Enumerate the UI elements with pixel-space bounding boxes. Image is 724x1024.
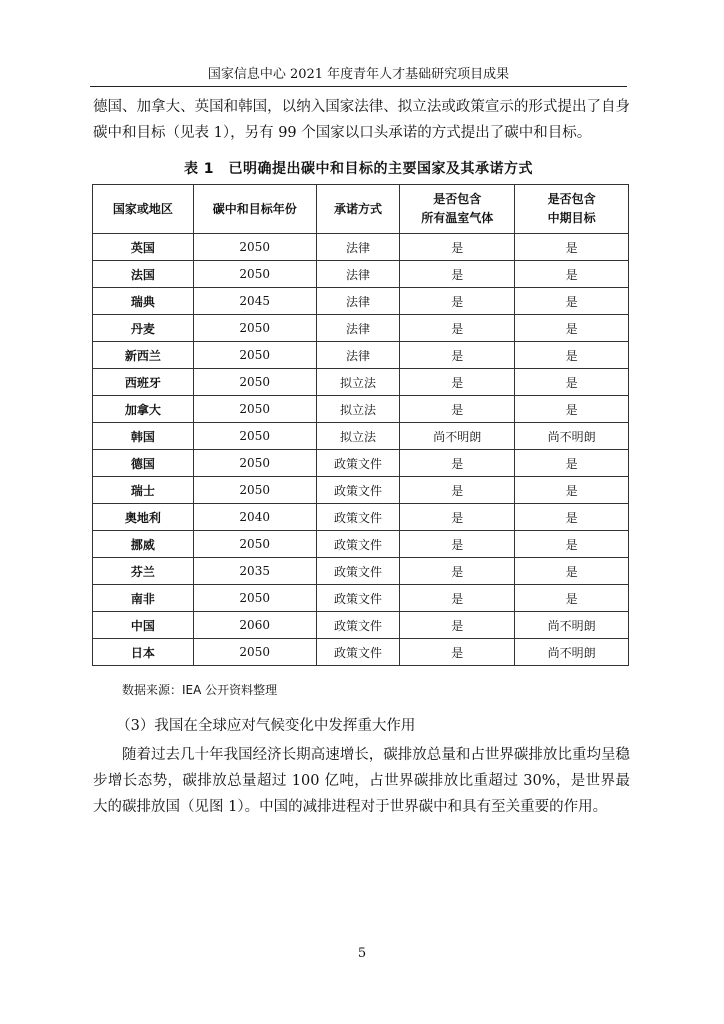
- cell-year: 2050: [193, 261, 316, 288]
- table-body: [93, 234, 629, 666]
- data-source-note: 数据来源：IEA 公开资料整理: [122, 683, 278, 697]
- header-ghg: [400, 185, 515, 234]
- cell-year: 2050: [193, 315, 316, 342]
- cell-year: 2050: [193, 423, 316, 450]
- cell-ghg: 是: [400, 369, 515, 396]
- cell-method: 拟立法: [316, 369, 400, 396]
- table-header-row: [93, 185, 629, 234]
- table-caption: 表 1 已明确提出碳中和目标的主要国家及其承诺方式: [183, 161, 534, 177]
- cell-interim: 是: [515, 585, 629, 612]
- table-row: [93, 315, 629, 342]
- cell-country: 芬兰: [93, 558, 194, 585]
- cell-interim: 是: [515, 234, 629, 261]
- table-row: [93, 423, 629, 450]
- header-ghg-line2: 所有温室气体: [421, 211, 494, 225]
- header-method: 承诺方式: [316, 185, 400, 234]
- table-row: [93, 450, 629, 477]
- cell-year: 2050: [193, 396, 316, 423]
- cell-country: 瑞典: [93, 288, 194, 315]
- cell-year: 2050: [193, 585, 316, 612]
- header-ghg-line1: 是否包含: [433, 192, 482, 206]
- cell-interim: 是: [515, 396, 629, 423]
- cell-country: 挪威: [93, 531, 194, 558]
- cell-ghg: 是: [400, 396, 515, 423]
- cell-method: 法律: [316, 315, 400, 342]
- cell-interim: 是: [515, 261, 629, 288]
- table-row: [93, 342, 629, 369]
- cell-method: 拟立法: [316, 423, 400, 450]
- cell-country: 德国: [93, 450, 194, 477]
- cell-country: 丹麦: [93, 315, 194, 342]
- cell-interim: 尚不明朗: [515, 639, 629, 666]
- cell-interim: 是: [515, 288, 629, 315]
- cell-interim: 是: [515, 342, 629, 369]
- cell-method: 拟立法: [316, 396, 400, 423]
- header-year: 碳中和目标年份: [193, 185, 316, 234]
- cell-country: 日本: [93, 639, 194, 666]
- header-country: 国家或地区: [93, 185, 194, 234]
- table-row: [93, 639, 629, 666]
- cell-country: 法国: [93, 261, 194, 288]
- cell-method: 政策文件: [316, 504, 400, 531]
- cell-year: 2050: [193, 369, 316, 396]
- cell-country: 韩国: [93, 423, 194, 450]
- cell-country: 瑞士: [93, 477, 194, 504]
- header-interim-line2: 中期目标: [547, 211, 596, 225]
- page-number: 5: [357, 946, 367, 961]
- table-row: [93, 504, 629, 531]
- cell-method: 政策文件: [316, 585, 400, 612]
- table-row: [93, 531, 629, 558]
- cell-interim: 是: [515, 315, 629, 342]
- cell-year: 2050: [193, 450, 316, 477]
- cell-interim: 尚不明朗: [515, 423, 629, 450]
- table-row: [93, 477, 629, 504]
- cell-method: 政策文件: [316, 639, 400, 666]
- cell-method: 法律: [316, 234, 400, 261]
- table-row: [93, 234, 629, 261]
- cell-ghg: 是: [400, 450, 515, 477]
- cell-interim: 是: [515, 477, 629, 504]
- cell-ghg: 是: [400, 585, 515, 612]
- table-row: [93, 288, 629, 315]
- cell-country: 加拿大: [93, 396, 194, 423]
- cell-interim: 是: [515, 504, 629, 531]
- cell-ghg: 是: [400, 342, 515, 369]
- table-row: [93, 396, 629, 423]
- cell-method: 政策文件: [316, 531, 400, 558]
- cell-year: 2050: [193, 639, 316, 666]
- cell-method: 法律: [316, 342, 400, 369]
- cell-interim: 是: [515, 531, 629, 558]
- cell-country: 南非: [93, 585, 194, 612]
- cell-country: 奥地利: [93, 504, 194, 531]
- table-row: [93, 558, 629, 585]
- cell-method: 法律: [316, 288, 400, 315]
- header-interim: [515, 185, 629, 234]
- cell-year: 2035: [193, 558, 316, 585]
- table-row: [93, 585, 629, 612]
- cell-ghg: 是: [400, 531, 515, 558]
- table-row: [93, 612, 629, 639]
- cell-ghg: 是: [400, 477, 515, 504]
- cell-ghg: 是: [400, 639, 515, 666]
- cell-year: 2050: [193, 234, 316, 261]
- table-row: [93, 369, 629, 396]
- cell-ghg: 是: [400, 504, 515, 531]
- cell-year: 2050: [193, 531, 316, 558]
- cell-year: 2060: [193, 612, 316, 639]
- cell-ghg: 是: [400, 558, 515, 585]
- cell-country: 新西兰: [93, 342, 194, 369]
- cell-ghg: 尚不明朗: [400, 423, 515, 450]
- header-rule: [90, 86, 627, 87]
- cell-ghg: 是: [400, 315, 515, 342]
- section-heading: （3）我国在全球应对气候变化中发挥重大作用: [116, 718, 416, 734]
- cell-interim: 尚不明朗: [515, 612, 629, 639]
- cell-method: 政策文件: [316, 450, 400, 477]
- cell-interim: 是: [515, 369, 629, 396]
- cell-country: 中国: [93, 612, 194, 639]
- cell-country: 英国: [93, 234, 194, 261]
- cell-ghg: 是: [400, 612, 515, 639]
- cell-year: 2045: [193, 288, 316, 315]
- header-interim-line1: 是否包含: [547, 192, 596, 206]
- cell-method: 政策文件: [316, 477, 400, 504]
- body-paragraph: 随着过去几十年我国经济长期高速增长，碳排放总量和占世界碳排放比重均呈稳步增长态势，碳排放总量超过 100 亿吨，占世界碳排放比重超过 30%，是世界最大的碳排放国（见图 1）。中国的减排进程对于世界碳中和具有至关重要的作用。: [93, 747, 630, 815]
- running-header: 国家信息中心 2021 年度青年人才基础研究项目成果: [207, 67, 510, 82]
- cell-method: 法律: [316, 261, 400, 288]
- cell-country: 西班牙: [93, 369, 194, 396]
- cell-ghg: 是: [400, 261, 515, 288]
- cell-ghg: 是: [400, 234, 515, 261]
- table-row: [93, 261, 629, 288]
- cell-interim: 是: [515, 558, 629, 585]
- cell-method: 政策文件: [316, 558, 400, 585]
- cell-method: 政策文件: [316, 612, 400, 639]
- cell-year: 2040: [193, 504, 316, 531]
- cell-year: 2050: [193, 477, 316, 504]
- cell-year: 2050: [193, 342, 316, 369]
- cell-interim: 是: [515, 450, 629, 477]
- carbon-neutrality-table: [92, 184, 629, 666]
- intro-paragraph: 德国、加拿大、英国和韩国，以纳入国家法律、拟立法或政策宣示的形式提出了自身碳中和目标（见表 1），另有 99 个国家以口头承诺的方式提出了碳中和目标。: [93, 99, 630, 141]
- cell-ghg: 是: [400, 288, 515, 315]
